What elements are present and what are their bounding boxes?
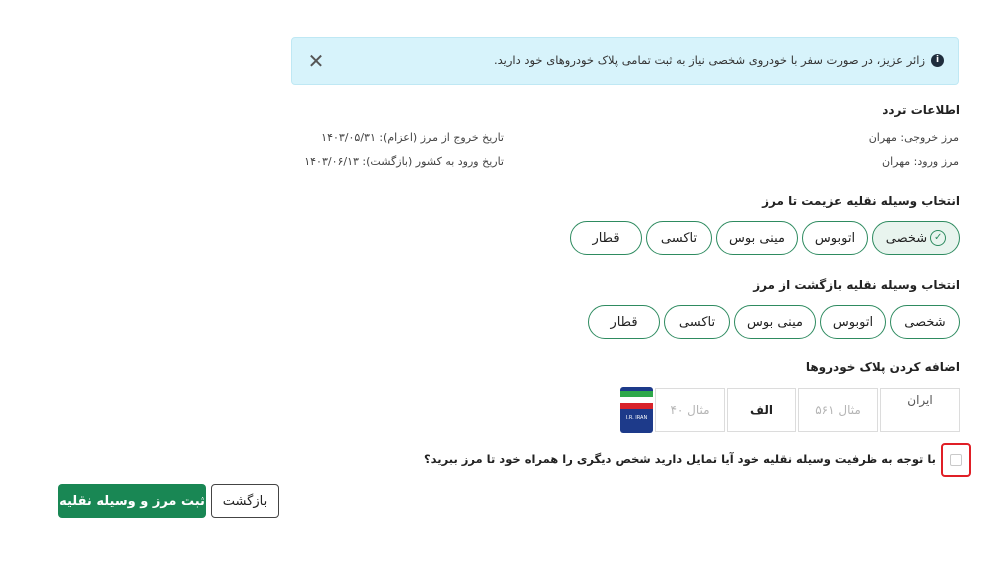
exit-border: مرز خروجی: مهران [868,131,959,144]
plate-letter-field[interactable] [727,388,796,432]
chip-label: اتوبوس [814,230,856,246]
plate-part-40-placeholder: مثال ۴۰ [670,403,710,417]
plate-part-61-field[interactable] [798,388,878,432]
departure-option-taxi[interactable] [646,221,712,255]
chip-label: شخصی [904,314,946,330]
flag-red-stripe [620,403,653,409]
alert-message [494,53,944,67]
companion-checkbox-highlight [941,443,971,477]
flag-caption: I.R. IRAN [625,415,648,421]
return-option-taxi[interactable] [664,305,730,339]
return-option-bus[interactable] [820,305,886,339]
traffic-info-title: اطلاعات تردد [882,103,960,117]
companion-question: با توجه به ظرفیت وسیله نقلیه خود آیا تمایل دارید شخص دیگری را همراه خود تا مرز ببرید؟ [423,452,936,466]
departure-option-train[interactable] [570,221,642,255]
departure-vehicle-options [570,221,960,255]
chip-label: مینی بوس [747,314,803,330]
check-circle-icon: ✓ [930,230,946,246]
return-option-minibus[interactable] [734,305,816,339]
plates-title: اضافه کردن پلاک خودروها [805,360,960,374]
companion-checkbox[interactable] [950,454,962,466]
plate-iran-field[interactable] [880,388,960,432]
close-icon[interactable]: ✕ [307,49,325,73]
return-option-personal[interactable] [890,305,960,339]
departure-option-bus[interactable] [802,221,868,255]
entry-date: تاریخ ورود به کشور (بازگشت): ۱۴۰۳/۰۶/۱۳ [304,155,504,168]
info-alert [291,37,959,85]
plate-letter: الف [750,403,773,417]
alert-text: زائر عزیز، در صورت سفر با خودروی شخصی نیاز به ثبت تمامی پلاک خودروهای خود دارید. [493,53,925,67]
info-icon: i [931,54,944,67]
chip-label: قطار [592,230,620,246]
back-button[interactable]: بازگشت [211,484,279,518]
submit-border-vehicle-button[interactable]: ثبت مرز و وسیله نقلیه [58,484,206,518]
plate-part-61-placeholder: مثال ۵۶۱ [815,403,861,417]
iran-flag-badge [620,387,653,433]
plate-part-40-field[interactable] [655,388,725,432]
chip-label: اتوبوس [832,314,874,330]
chip-label: شخصی [885,230,928,246]
entry-border: مرز ورود: مهران [882,155,959,168]
return-vehicle-title: انتخاب وسیله نقلیه بازگشت از مرز [753,278,960,292]
chip-label: مینی بوس [729,230,785,246]
departure-vehicle-title: انتخاب وسیله نقلیه عزیمت تا مرز [762,194,960,208]
departure-option-personal[interactable] [872,221,960,255]
chip-label: قطار [610,314,638,330]
return-vehicle-options [588,305,960,339]
return-option-train[interactable] [588,305,660,339]
chip-label: تاکسی [678,314,716,330]
chip-label: تاکسی [660,230,698,246]
plate-iran-label: ایران [907,393,933,407]
exit-date: تاریخ خروج از مرز (اعزام): ۱۴۰۳/۰۵/۳۱ [321,131,504,144]
departure-option-minibus[interactable] [716,221,798,255]
